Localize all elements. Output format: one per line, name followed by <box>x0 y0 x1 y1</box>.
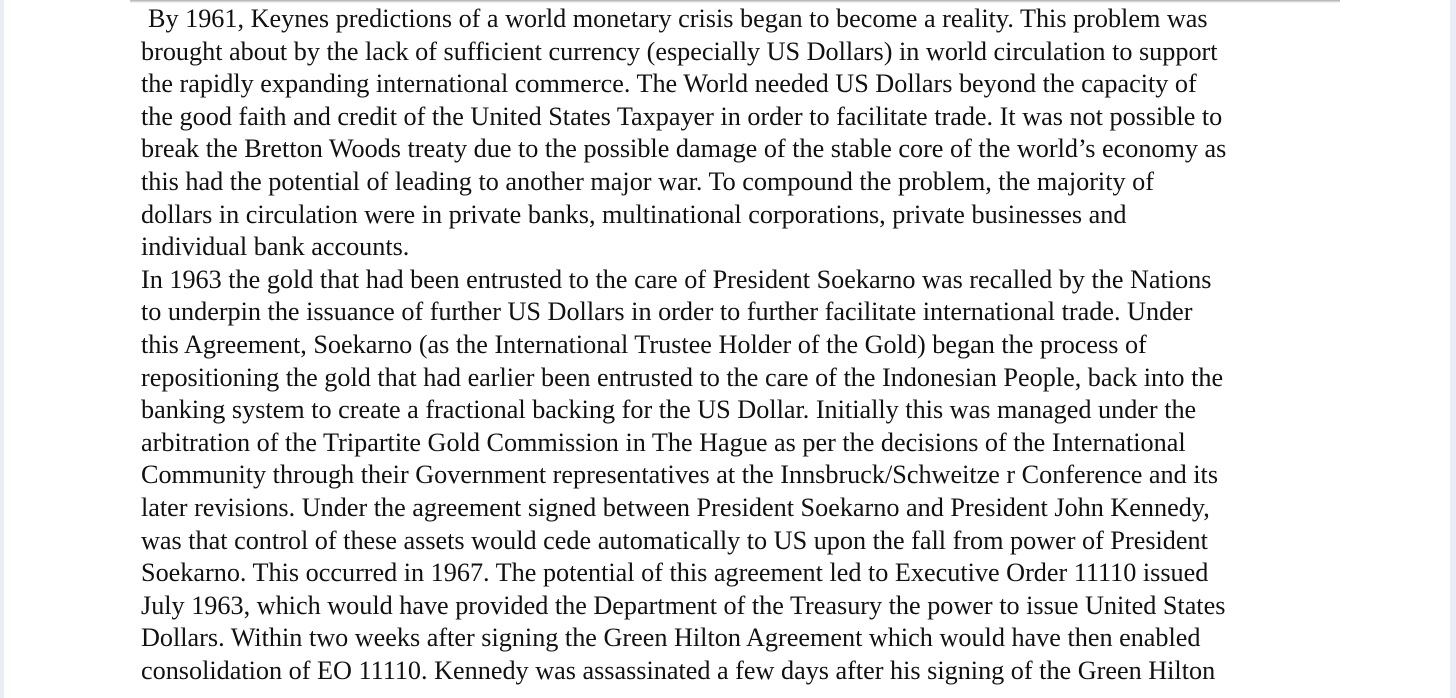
text-line: banking system to create a fractional backing for the US Dollar. Initially this was managed under the <box>141 395 1197 425</box>
text-line: later revisions. Under the agreement signed between President Soekarno and President John Kennedy, <box>141 492 1210 522</box>
left-page-edge <box>0 0 4 698</box>
text-line: By 1961, Keynes predictions of a world monetary crisis began to become a reality. This problem was <box>148 4 1208 33</box>
body-text <box>141 3 1331 687</box>
text-line: this Agreement, Soekarno (as the International Trustee Holder of the Gold) began the process of <box>141 329 1147 359</box>
text-line: arbitration of the Tripartite Gold Commission in The Hague as per the decisions of the International <box>141 427 1186 457</box>
text-line: the rapidly expanding international commerce. The World needed US Dollars beyond the capacity of <box>141 69 1197 99</box>
text-line: Dollars. Within two weeks after signing the Green Hilton Agreement which would have then enabled <box>141 623 1201 653</box>
text-line: to underpin the issuance of further US Dollars in order to further facilitate international trade. Under <box>141 297 1193 327</box>
text-line: brought about by the lack of sufficient currency (especially US Dollars) in world circulation to support <box>141 36 1218 66</box>
text-line: Community through their Government representatives at the Innsbruck/Schweitze r Conference and its <box>141 460 1219 490</box>
text-line: was that control of these assets would cede automatically to US upon the fall from power of President <box>141 525 1208 555</box>
text-line: consolidation of EO 11110. Kennedy was assassinated a few days after his signing of the Green Hilton <box>141 655 1216 685</box>
text-line: July 1963, which would have provided the Department of the Treasury the power to issue United States <box>141 590 1226 620</box>
text-line: break the Bretton Woods treaty due to the possible damage of the stable core of the world’s economy as <box>141 134 1227 164</box>
text-line: individual bank accounts. <box>141 232 410 262</box>
text-line: Soekarno. This occurred in 1967. The potential of this agreement led to Executive Order 11110 issued <box>141 558 1209 588</box>
text-line: In 1963 the gold that had been entrusted to the care of President Soekarno was recalled by the Nations <box>141 264 1212 294</box>
text-line: dollars in circulation were in private banks, multinational corporations, private businesses and <box>141 199 1127 229</box>
right-page-edge <box>1450 0 1456 698</box>
text-line: repositioning the gold that had earlier been entrusted to the care of the Indonesian People, back into the <box>141 362 1224 392</box>
text-line: this had the potential of leading to another major war. To compound the problem, the majority of <box>141 166 1154 196</box>
text-line: the good faith and credit of the United States Taxpayer in order to facilitate trade. It was not possible to <box>141 101 1223 131</box>
